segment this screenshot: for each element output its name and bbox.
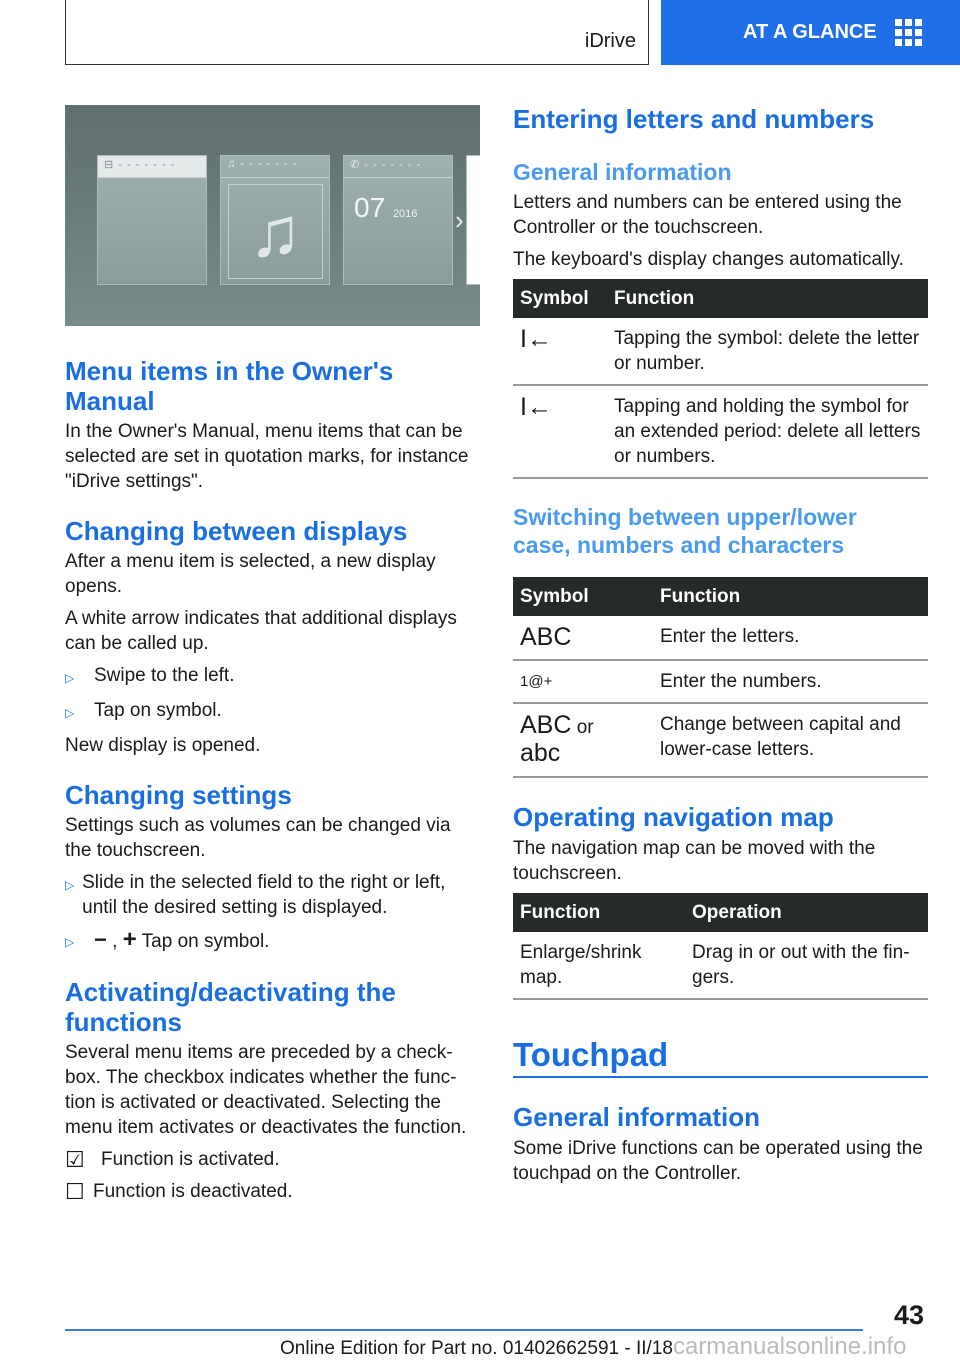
checkbox-unchecked-icon: ☐ [65, 1179, 85, 1204]
footer-rule [65, 1329, 863, 1331]
paragraph: Some iDrive functions can be operated using the touchpad on the Controller. [513, 1138, 923, 1184]
music-note-icon: ♫ [228, 184, 323, 279]
abc-symbol: ABC [513, 616, 653, 660]
case-symbol-table [513, 577, 928, 778]
cell: Enlarge/shrink map. [513, 932, 685, 999]
numbers-symbol: 1@+ [513, 660, 653, 703]
panel-phone: ✆ - - - - - - - 07 2016 [343, 155, 453, 285]
unchecked-item [65, 1179, 480, 1204]
section-label: AT A GLANCE [743, 21, 877, 43]
section-tab[interactable] [661, 0, 960, 65]
bullet-item [65, 870, 480, 920]
bullet-item [65, 927, 480, 955]
paragraph: Settings such as volumes can be changed via the touchscreen. [65, 815, 451, 861]
triangle-bullet-icon: ▷ [65, 935, 75, 949]
bullet-text: Slide in the selected field to the right or left, until the desired setting is displayed. [82, 872, 446, 918]
year: 2016 [392, 208, 418, 220]
paragraph: Several menu items are preceded by a check-box. The checkbox indicates whether the func-tion is activated or deactivated. Selecting the menu item activates or deactivates the function. [65, 1042, 467, 1138]
bullet-text: Tap on symbol. [141, 931, 270, 952]
backspace-icon: I← [513, 318, 607, 385]
col-header: Function [653, 577, 928, 616]
month: 07 [354, 192, 386, 223]
heading-entering: Entering letters and numbers [513, 104, 875, 134]
navigation-table [513, 893, 928, 1000]
heading-general-info: General information [513, 159, 732, 185]
bullet-text: Function is deactivated. [93, 1181, 293, 1202]
header-title: iDrive [584, 30, 636, 52]
checked-item [65, 1147, 480, 1172]
table-row [513, 703, 928, 777]
bullet-item [65, 663, 480, 691]
heading-switching: Switching between upper/lower case, numbers and characters [513, 504, 857, 558]
paragraph: Letters and numbers can be entered using the Controller or the touchscreen. [513, 192, 902, 238]
table-row [513, 385, 928, 478]
paragraph: After a menu item is selected, a new display opens. [65, 551, 436, 597]
col-header: Operation [685, 893, 928, 932]
cell: Enter the numbers. [653, 660, 928, 703]
bullet-item [65, 698, 480, 726]
triangle-bullet-icon: ▷ [65, 706, 75, 720]
or-text: or [576, 717, 594, 738]
idrive-screen-image [65, 105, 480, 326]
grid-icon [895, 19, 922, 46]
backspace-icon: I← [513, 385, 607, 478]
table-row [513, 660, 928, 703]
next-arrow-icon[interactable]: › [455, 205, 464, 235]
panel-vehicle: ⊟ - - - - - - - [97, 155, 207, 285]
watermark: carmanualsonline.info [672, 1333, 907, 1360]
cell: Tapping the symbol: delete the letter or number. [607, 318, 928, 385]
paragraph: The navigation map can be moved with the touchscreen. [513, 838, 876, 884]
delete-symbol-table [513, 279, 928, 479]
cell: Change between capital and lower-case letters. [653, 703, 928, 777]
bullet-text: Tap on symbol. [94, 700, 222, 721]
header-bar [65, 0, 649, 65]
edition-text: Online Edition for Part no. 01402662591 - II/18 [280, 1338, 673, 1359]
heading-menu-items: Menu items in the Owner's Manual [65, 356, 394, 416]
paragraph: A white arrow indicates that additional displays can be called up. [65, 608, 457, 654]
bullet-text: Function is activated. [101, 1149, 280, 1170]
heading-activating: Activating/deactivating the functions [65, 977, 396, 1037]
page-number: 43 [894, 1300, 925, 1330]
bullet-text: Swipe to the left. [94, 665, 235, 686]
panel-media: ♫ - - - - - - - ♫ [220, 155, 330, 285]
paragraph: In the Owner's Manual, menu items that can be selected are set in quotation marks, for instance "iDrive settings". [65, 421, 469, 492]
col-header: Symbol [513, 577, 653, 616]
col-header: Function [513, 893, 685, 932]
triangle-bullet-icon: ▷ [65, 878, 75, 892]
table-row [513, 318, 928, 385]
heading-navigation-map: Operating navigation map [513, 802, 834, 832]
cell: Enter the letters. [653, 616, 928, 660]
minus-icon: − [94, 927, 107, 952]
checkbox-checked-icon: ☑ [65, 1147, 85, 1172]
table-row [513, 616, 928, 660]
cell: Tapping and holding the symbol for an extended period: delete all letters or numbers. [607, 385, 928, 478]
abc-symbol: ABC [520, 711, 572, 739]
heading-changing-displays: Changing between displays [65, 516, 408, 546]
plus-icon: + [122, 926, 137, 953]
panel-next [466, 155, 480, 285]
paragraph: The keyboard's display changes automatically. [513, 249, 904, 270]
cell: Drag in or out with the fin-gers. [685, 932, 928, 999]
col-header: Function [607, 279, 928, 318]
heading-changing-settings: Changing settings [65, 780, 292, 810]
col-header: Symbol [513, 279, 607, 318]
separator: , [112, 931, 118, 952]
heading-general-info-2: General information [513, 1102, 761, 1132]
table-row [513, 932, 928, 999]
abc-lower-symbol: abc [520, 739, 561, 767]
paragraph: New display is opened. [65, 735, 261, 756]
heading-touchpad: Touchpad [513, 1036, 928, 1078]
triangle-bullet-icon: ▷ [65, 671, 75, 685]
